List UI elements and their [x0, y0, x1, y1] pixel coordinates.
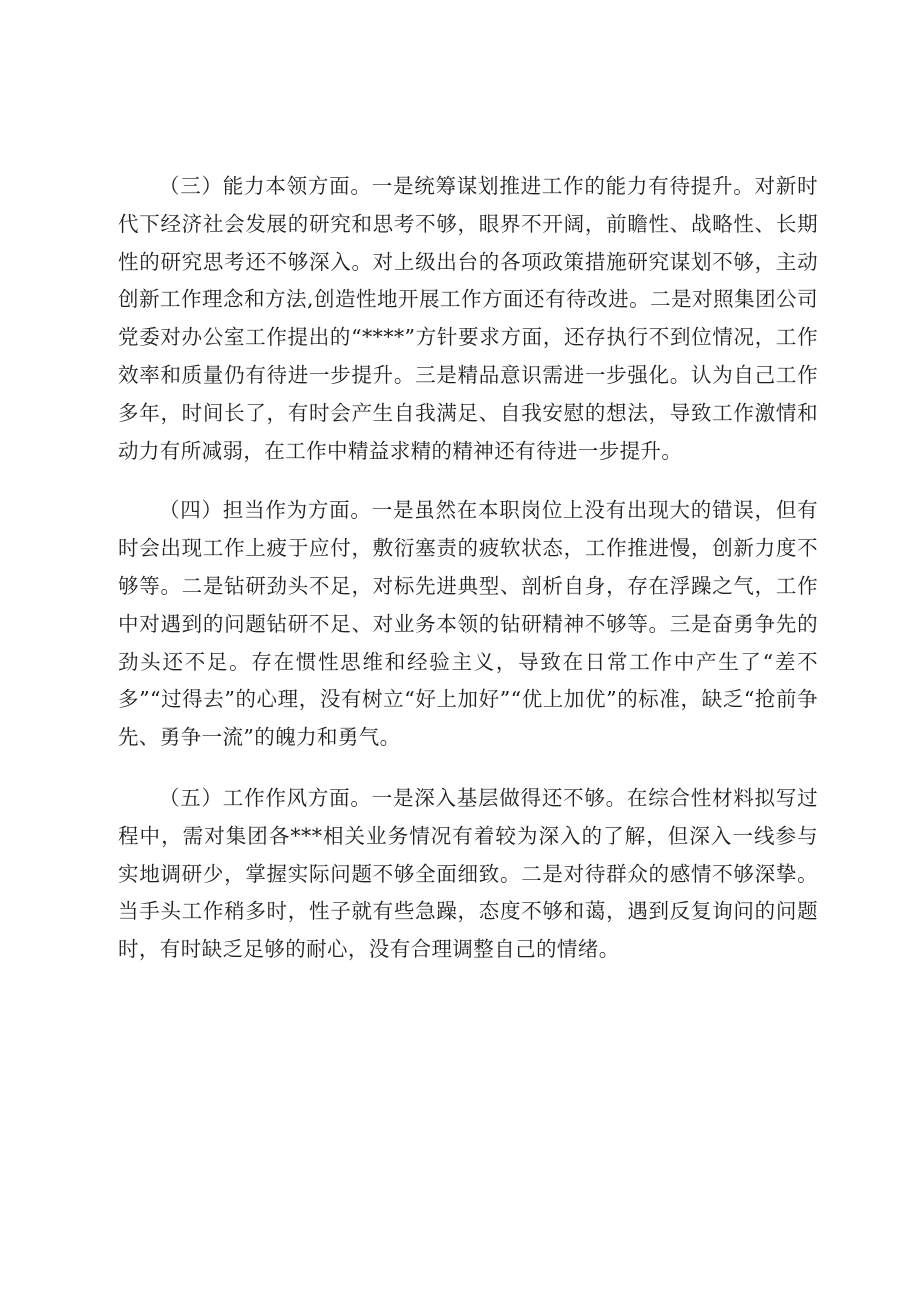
- document-body: [118, 168, 818, 969]
- paragraph-responsibility: （四）担当作为方面。一是虽然在本职岗位上没有出现大的错误，但有时会出现工作上疲于应付，敷衍塞责的疲软状态，工作推进慢，创新力度不够等。二是钻研劲头不足，对标先进典型、剖析自身，存在浮躁之气，工作中对遇到的问题钻研不足、对业务本领的钻研精神不够等。三是奋勇争先的劲头还不足。存在惯性思维和经验主义，导致在日常工作中产生了“差不多”“过得去”的心理，没有树立“好上加好”“优上加优”的标准，缺乏“抢前争先、勇争一流”的魄力和勇气。: [118, 498, 818, 750]
- paragraph-work-style: （五）工作作风方面。一是深入基层做得还不够。在综合性材料拟写过程中，需对集团各***相关业务情况有着较为深入的了解，但深入一线参与实地调研少，掌握实际问题不够全面细致。二是对待群众的感情不够深挚。当手头工作稍多时，性子就有些急躁，态度不够和蔼，遇到反复询问的问题时，有时缺乏足够的耐心，没有合理调整自己的情绪。: [118, 785, 818, 962]
- paragraph-ability: （三）能力本领方面。一是统筹谋划推进工作的能力有待提升。对新时代下经济社会发展的研究和思考不够，眼界不开阔，前瞻性、战略性、长期性的研究思考还不够深入。对上级出台的各项政策措施研究谋划不够，主动创新工作理念和方法,创造性地开展工作方面还有待改进。二是对照集团公司党委对办公室工作提出的“****”方针要求方面，还存执行不到位情况，工作效率和质量仍有待进一步提升。三是精品意识需进一步强化。认为自己工作多年，时间长了，有时会产生自我满足、自我安慰的想法，导致工作激情和动力有所减弱，在工作中精益求精的精神还有待进一步提升。: [118, 174, 818, 463]
